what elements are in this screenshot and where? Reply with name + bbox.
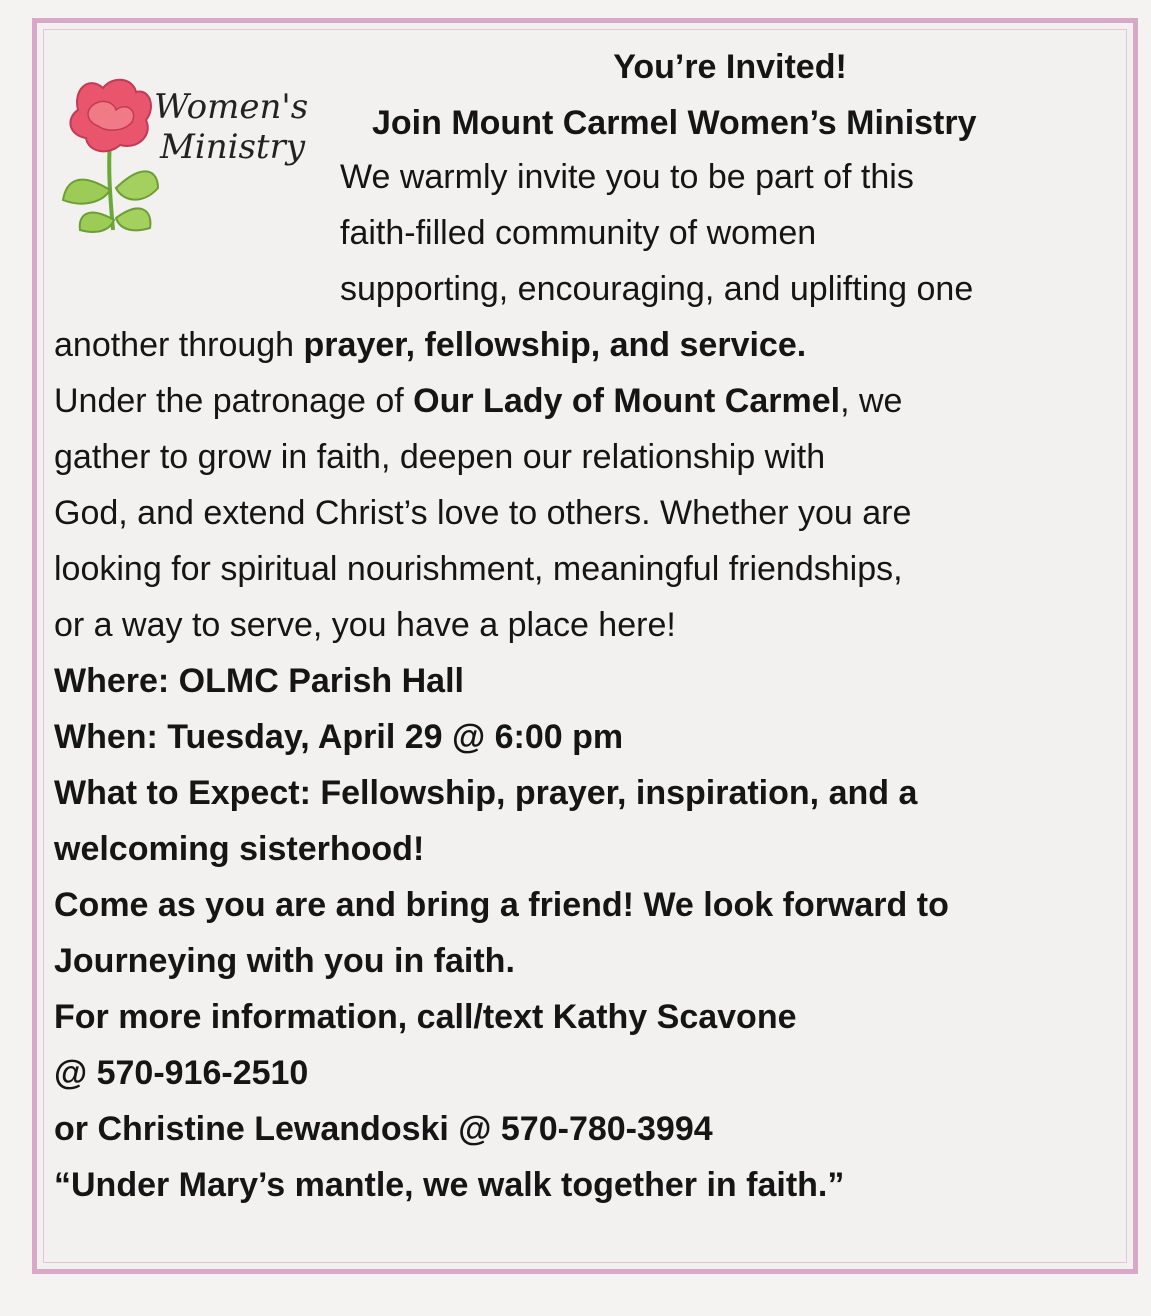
info-line-2: @ 570-916-2510 [54,1054,309,1092]
expect-line-2: welcoming sisterhood! [54,830,425,868]
body-line-9: or a way to serve, you have a place here! [54,606,676,644]
info-line-3: or Christine Lewandoski @ 570-780-3994 [54,1110,713,1148]
intro-line-2: faith-filled community of women [340,214,817,252]
intro-line-4-plain: another through [54,326,304,364]
when-line: When: Tuesday, April 29 @ 6:00 pm [54,718,624,756]
flower-icon [63,80,158,232]
come-line-1: Come as you are and bring a friend! We look forward to [54,886,949,924]
expect-line-1: What to Expect: Fellowship, prayer, inspiration, and a [54,774,918,812]
where-line: Where: OLMC Parish Hall [54,662,464,700]
intro-line-3: supporting, encouraging, and uplifting one [340,270,974,308]
info-line-1: For more information, call/text Kathy Scavone [54,998,797,1036]
body-line-6: gather to grow in faith, deepen our relationship with [54,438,826,476]
body-line-5-post: , we [840,382,903,420]
logo-line1: Women's [154,87,309,127]
come-line-2: Journeying with you in faith. [54,942,515,980]
body-line-5 [54,384,902,418]
patron-name: Our Lady of Mount Carmel [413,382,841,420]
intro-line-4-bold: prayer, fellowship, and service. [303,326,807,364]
body-line-8: looking for spiritual nourishment, meaningful friendships, [54,550,903,588]
intro-line-1: We warmly invite you to be part of this [340,158,914,196]
closing-quote: “Under Mary’s mantle, we walk together in faith.” [54,1166,845,1204]
body-line-5-pre: Under the patronage of [54,382,414,420]
body-line-7: God, and extend Christ’s love to others. Whether you are [54,494,912,532]
heading-invited: You’re Invited! [613,48,847,86]
intro-line-4 [54,328,806,362]
heading-join: Join Mount Carmel Women’s Ministry [372,104,977,142]
logo-line2: Ministry [160,127,306,167]
womens-ministry-logo [58,70,318,240]
